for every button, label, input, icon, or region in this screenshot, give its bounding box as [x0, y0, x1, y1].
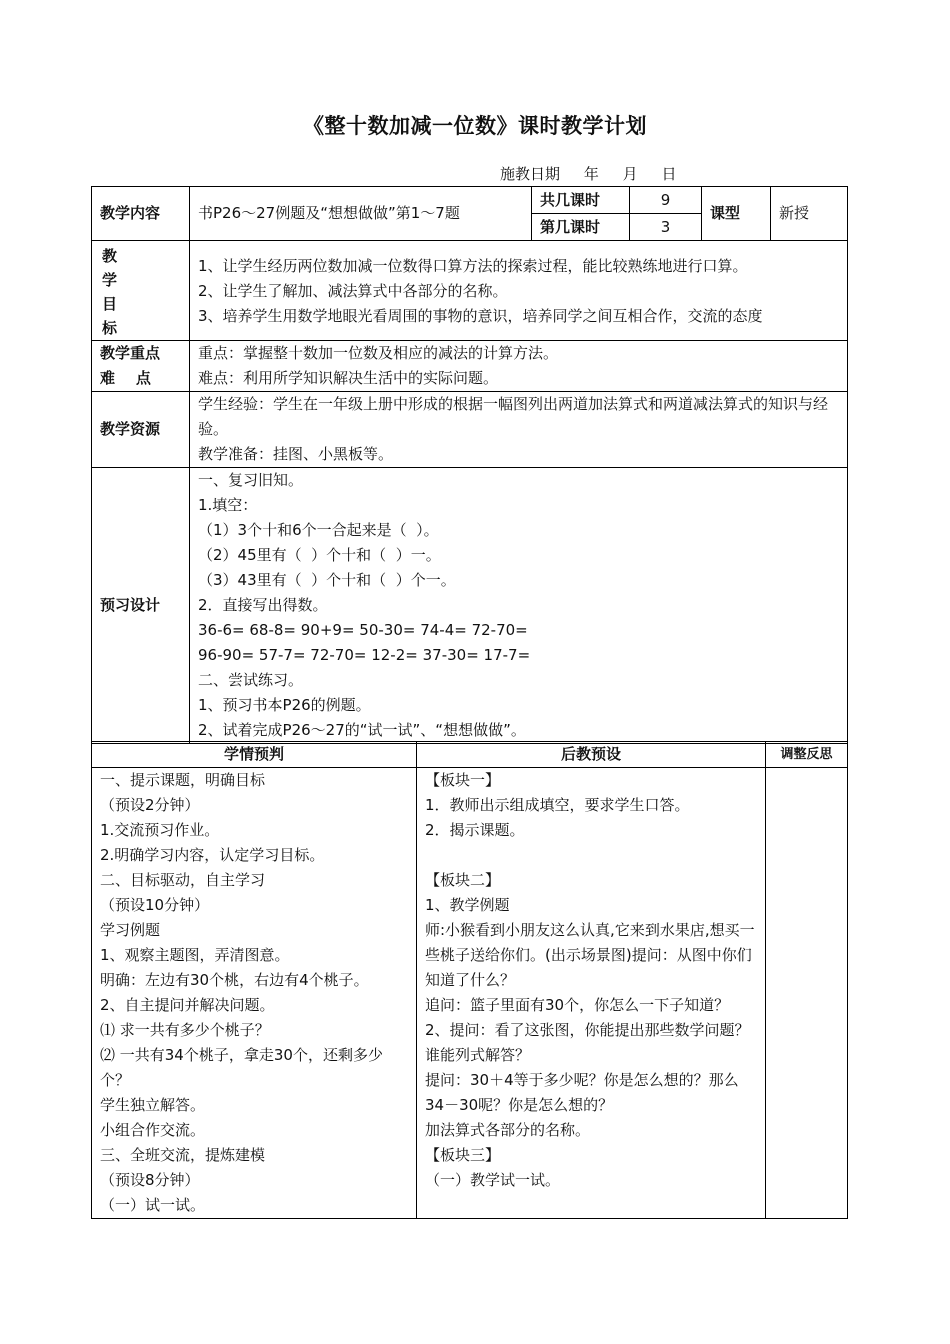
content-value: 书P26～27例题及“想想做做”第1～7题	[190, 187, 532, 241]
analysis-item: ⑴ 求一共有多少个桃子？	[100, 1021, 270, 1039]
preview-item: 一、复习旧知。	[198, 471, 304, 489]
key-point-item: 重点：掌握整十数加一位数及相应的减法的计算方法。	[198, 344, 559, 362]
goals-content	[190, 241, 848, 341]
key-points-label	[92, 341, 190, 392]
total-lessons-value: 9	[630, 187, 702, 214]
preview-item: 2、试着完成P26～27的“试一试”、“想想做做”。	[198, 721, 526, 739]
resource-item: 教学准备：挂图、小黑板等。	[198, 445, 394, 463]
analysis-item: 二、目标驱动，自主学习	[100, 871, 266, 889]
content-label: 教学内容	[92, 187, 190, 241]
plan-item: 【板块一】	[425, 771, 501, 789]
preview-item: 36-6= 68-8= 90+9= 50-30= 74-4= 72-70=	[198, 621, 528, 639]
plan-item: 1．教师出示组成填空，要求学生口答。	[425, 796, 690, 814]
key-points-label-line1: 教学重点	[100, 344, 161, 362]
header-teaching-plan: 后教预设	[417, 742, 766, 768]
analysis-item: （预设10分钟）	[100, 896, 210, 914]
preview-item: 96-90= 57-7= 72-70= 12-2= 37-30= 17-7=	[198, 646, 531, 664]
plan-item: 2．揭示课题。	[425, 821, 525, 839]
preview-item: 2．直接写出得数。	[198, 596, 328, 614]
goals-label-char: 学	[102, 271, 118, 289]
goal-item: 3、培养学生用数学地眼光看周围的事物的意识，培养同学之间互相合作，交流的态度	[198, 307, 763, 325]
lesson-plan-table	[91, 186, 848, 744]
plan-item: 提问：30＋4等于多少呢？你是怎么想的？那么34－30呢？你是怎么想的？	[425, 1071, 739, 1114]
teaching-process-table	[91, 741, 848, 1219]
preview-item: （1）3个十和6个一合起来是（ ）。	[198, 521, 439, 539]
resources-label: 教学资源	[92, 392, 190, 468]
resource-item: 学生经验：学生在一年级上册中形成的根据一幅图列出两道加法算式和两道减法算式的知识与经验。	[198, 395, 829, 438]
analysis-item: 学生独立解答。	[100, 1096, 206, 1114]
header-student-analysis: 学情预判	[92, 742, 417, 768]
teaching-plan-content	[417, 768, 766, 1219]
plan-item	[425, 843, 757, 868]
lesson-number-value: 3	[630, 214, 702, 241]
goal-item: 1、让学生经历两位数加减一位数得口算方法的探索过程，能比较熟练地进行口算。	[198, 257, 748, 275]
lesson-type-label: 课型	[702, 187, 771, 241]
analysis-item: 1、观察主题图，弄清图意。	[100, 946, 290, 964]
plan-item: 【板块二】	[425, 871, 501, 889]
goals-label-char: 标	[102, 319, 118, 337]
page-title: 《整十数加减一位数》课时教学计划	[303, 114, 647, 138]
analysis-item: 2.明确学习内容，认定学习目标。	[100, 846, 325, 864]
key-points-label-line2: 难 点	[100, 369, 151, 387]
preview-item: 二、尝试练习。	[198, 671, 304, 689]
analysis-item: （一）试一试。	[100, 1196, 206, 1214]
total-lessons-label: 共几课时	[532, 187, 630, 214]
analysis-item: 明确：左边有30个桃，右边有4个桃子。	[100, 971, 369, 989]
analysis-item: （预设2分钟）	[100, 796, 200, 814]
goals-label-char: 目	[102, 295, 118, 313]
key-point-item: 难点：利用所学知识解决生活中的实际问题。	[198, 369, 499, 387]
resources-content	[190, 392, 848, 468]
plan-item: 【板块三】	[425, 1146, 501, 1164]
analysis-item: 2、自主提问并解决问题。	[100, 996, 275, 1014]
plan-item: 加法算式各部分的名称。	[425, 1121, 591, 1139]
header-adjustment: 调整反思	[766, 742, 848, 768]
preview-item: （3）43里有（ ）个十和（ ）个一。	[198, 571, 456, 589]
analysis-item: 三、全班交流，提炼建模	[100, 1146, 266, 1164]
analysis-item: ⑵ 一共有34个桃子，拿走30个，还剩多少个？	[100, 1046, 383, 1089]
plan-item: 1、教学例题	[425, 896, 510, 914]
plan-item: （一）教学试一试。	[425, 1171, 561, 1189]
date-line: 施教日期 年 月 日	[500, 165, 677, 183]
analysis-item: 小组合作交流。	[100, 1121, 206, 1139]
lesson-number-label: 第几课时	[532, 214, 630, 241]
analysis-item: （预设8分钟）	[100, 1171, 200, 1189]
goals-label-char: 教	[102, 247, 118, 265]
analysis-item: 学习例题	[100, 921, 161, 939]
analysis-item: 一、提示课题，明确目标	[100, 771, 266, 789]
preview-label: 预习设计	[92, 468, 190, 744]
preview-item: （2）45里有（ ）个十和（ ）一。	[198, 546, 441, 564]
analysis-item: 1.交流预习作业。	[100, 821, 220, 839]
preview-item: 1、预习书本P26的例题。	[198, 696, 371, 714]
goals-label	[92, 241, 190, 341]
plan-item: 师:小猴看到小朋友这么认真,它来到水果店,想买一些桃子送给你们。(出示场景图)提问：从图中你们知道了什么？	[425, 921, 755, 989]
goal-item: 2、让学生了解加、减法算式中各部分的名称。	[198, 282, 508, 300]
lesson-type-value: 新授	[771, 187, 848, 241]
adjustment-content	[766, 768, 848, 1219]
preview-item: 1.填空：	[198, 496, 258, 514]
student-analysis-content	[92, 768, 417, 1219]
key-points-content	[190, 341, 848, 392]
preview-content	[190, 468, 848, 744]
plan-item: 2、提问：看了这张图，你能提出那些数学问题？谁能列式解答？	[425, 1021, 750, 1064]
plan-item: 追问：篮子里面有30个，你怎么一下子知道？	[425, 996, 730, 1014]
